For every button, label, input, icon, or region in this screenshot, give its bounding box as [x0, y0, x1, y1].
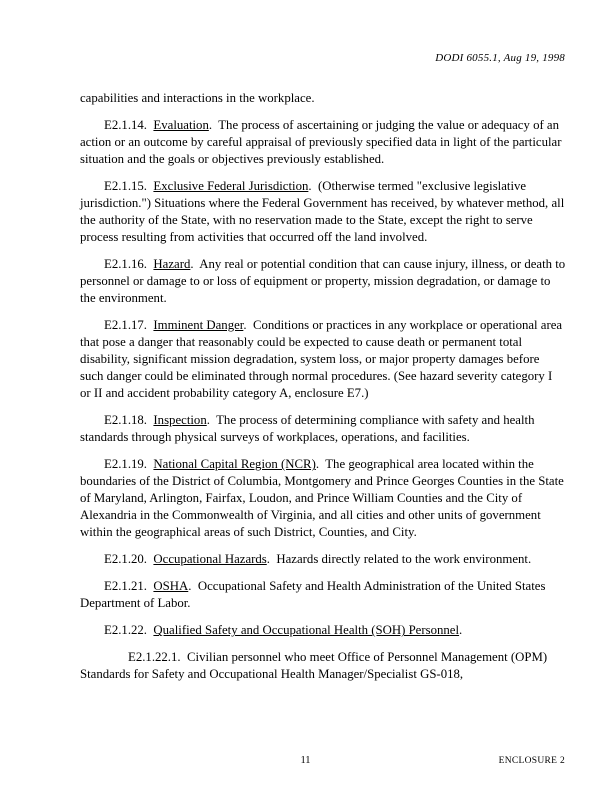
paragraph-number: E2.1.22.: [104, 623, 148, 638]
paragraph: E2.1.14. Evaluation. The process of ascertaining or judging the value or adequacy of an action or an outcome by careful appraisal of previously specified data in light of the particular situation and the goals or objectives previously established.: [80, 118, 562, 167]
defined-term: Hazard: [153, 257, 191, 272]
paragraph: E2.1.18. Inspection. The process of determining compliance with safety and health standards through physical surveys of workplaces, operations, and facilities.: [80, 413, 535, 445]
defined-term: Exclusive Federal Jurisdiction: [153, 179, 309, 194]
document-id-header: DODI 6055.1, Aug 19, 1998: [435, 52, 565, 64]
paragraph-number: E2.1.15.: [104, 179, 148, 194]
defined-term: National Capital Region (NCR): [153, 457, 316, 472]
paragraph-number: E2.1.16.: [104, 257, 148, 272]
paragraph-number: E2.1.19.: [104, 457, 148, 472]
defined-term: Evaluation: [153, 118, 209, 133]
paragraph-number: E2.1.21.: [104, 579, 148, 594]
defined-term: Occupational Hazards: [153, 552, 267, 567]
paragraph-number: E2.1.18.: [104, 413, 148, 428]
paragraph: E2.1.20. Occupational Hazards. Hazards directly related to the work environment.: [104, 552, 532, 567]
paragraph-number: E2.1.17.: [104, 318, 148, 333]
paragraph: E2.1.19. National Capital Region (NCR). The geographical area located within the boundaries of the District of Columbia, Montgomery and Prince Georges Counties in the State of Maryland, Arlington, Fairfax, Loudon, and Prince William Counties and the City of Alexandria in the Commonwealth of Virginia, and all cities and other units of government within the geographical areas of such District, Counties, and City.: [80, 457, 564, 540]
footer-page-number: 11: [300, 755, 311, 766]
defined-term: OSHA: [153, 579, 189, 594]
paragraph-number: E2.1.14.: [104, 118, 148, 133]
paragraph-number: E2.1.20.: [104, 552, 148, 567]
paragraph: capabilities and interactions in the workplace.: [80, 91, 315, 105]
footer-enclosure-label: ENCLOSURE 2: [498, 756, 565, 766]
defined-term: Qualified Safety and Occupational Health (SOH) Personnel: [153, 623, 460, 638]
paragraph: E2.1.16. Hazard. Any real or potential condition that can cause injury, illness, or death to personnel or damage to or loss of equipment or property, mission degradation, or damage to the environment.: [80, 257, 566, 306]
defined-term: Inspection: [153, 413, 207, 428]
document-body: [80, 90, 566, 693]
paragraph: E2.1.15. Exclusive Federal Jurisdiction. (Otherwise termed "exclusive legislative jurisdiction.") Situations where the Federal Government has received, by whatever method, all the authority of the State, with no reservation made to the State, except the right to serve process resulting from activities that occurred off the land involved.: [80, 179, 565, 245]
paragraph: E2.1.22.1. Civilian personnel who meet Office of Personnel Management (OPM) Standards for Safety and Occupational Health Manager/Specialist GS-018,: [80, 650, 548, 682]
paragraph-number: E2.1.22.1.: [128, 650, 181, 665]
paragraph: E2.1.17. Imminent Danger. Conditions or practices in any workplace or operational area that pose a danger that reasonably could be expected to cause death or permanent total disability, significant mission degradation, system loss, or major property damages before such danger could be eliminated through normal procedures. (See hazard severity category I or II and accident probability category A, enclosure E7.): [80, 318, 563, 401]
defined-term: Imminent Danger: [153, 318, 244, 333]
paragraph: E2.1.22. Qualified Safety and Occupational Health (SOH) Personnel.: [104, 623, 463, 638]
paragraph: E2.1.21. OSHA. Occupational Safety and Health Administration of the United States Department of Labor.: [80, 579, 546, 611]
